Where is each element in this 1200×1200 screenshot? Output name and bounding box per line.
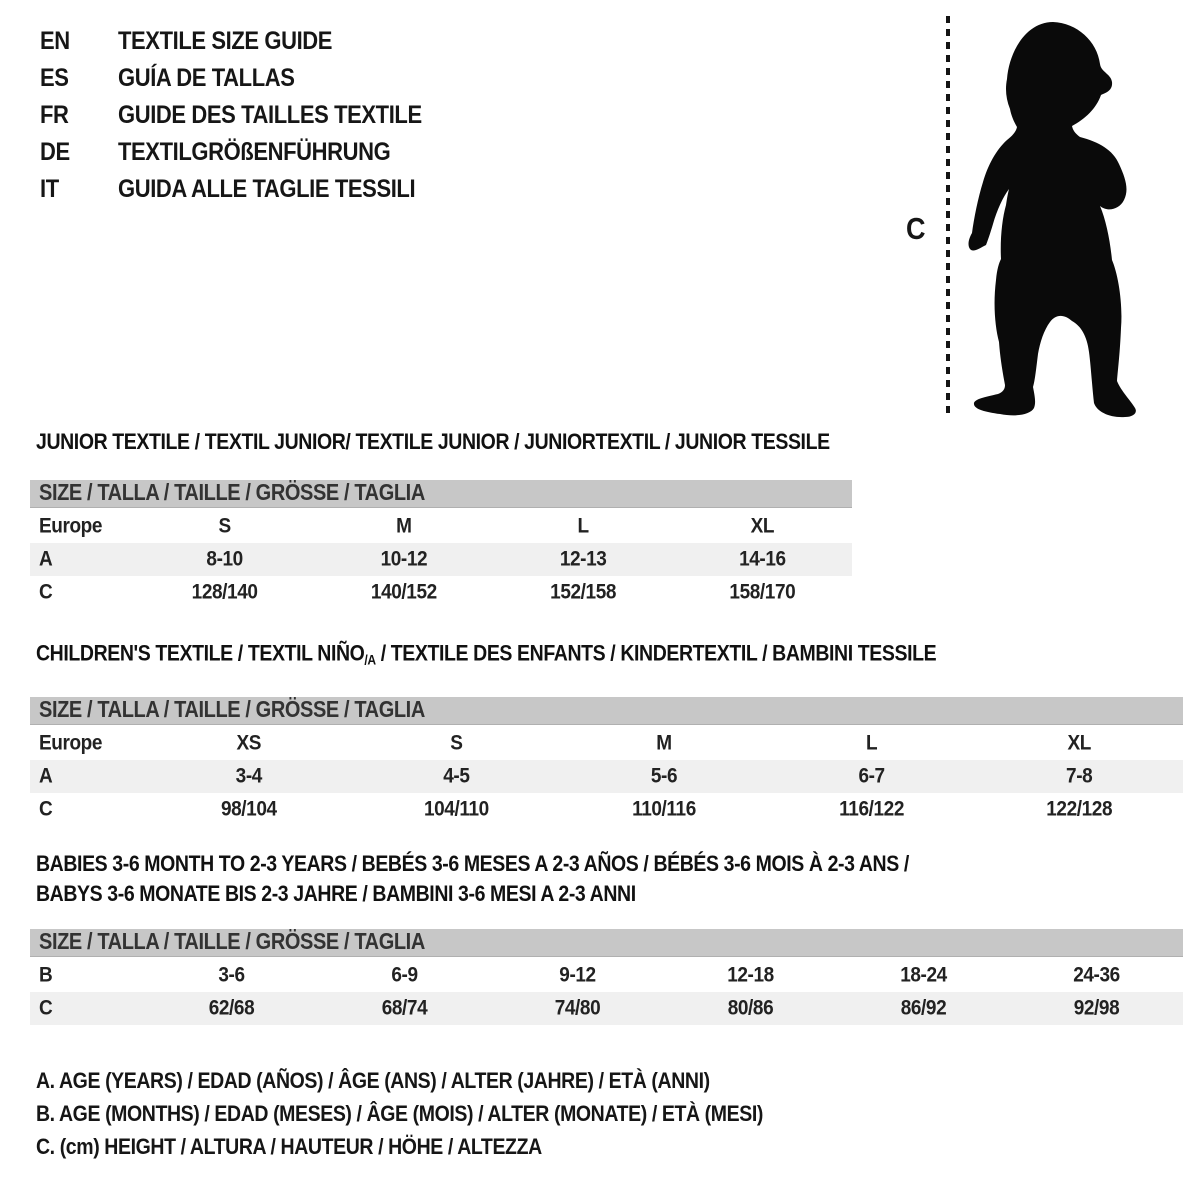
age-value: 4-5: [443, 764, 470, 789]
row-label: Europe: [39, 731, 103, 756]
age-value: 24-36: [1073, 962, 1120, 987]
language-code: EN: [40, 25, 70, 55]
size-value: S: [450, 731, 463, 756]
size-value: M: [396, 513, 412, 538]
height-value: 158/170: [729, 579, 796, 604]
size-header-bar: [30, 929, 1183, 957]
height-value: 86/92: [900, 995, 947, 1020]
age-value: 7-8: [1066, 764, 1093, 789]
height-value: 74/80: [554, 995, 601, 1020]
row-label: C: [39, 797, 53, 822]
age-value: 18-24: [900, 962, 947, 987]
junior-section: [30, 431, 852, 609]
guide-title: GUÍA DE TALLAS: [118, 62, 295, 92]
table-row: [30, 760, 1183, 793]
size-value: L: [865, 731, 878, 756]
language-code: DE: [40, 136, 70, 166]
language-row: [40, 170, 422, 207]
size-value: M: [656, 731, 672, 756]
size-header-label: SIZE / TALLA / TAILLE / GRÖSSE / TAGLIA: [39, 697, 425, 723]
size-header-label: SIZE / TALLA / TAILLE / GRÖSSE / TAGLIA: [39, 480, 425, 506]
age-value: 14-16: [739, 546, 786, 571]
footnote-c: C. (cm) HEIGHT / ALTURA / HAUTEUR / HÖHE / ALTEZZA: [36, 1134, 542, 1160]
language-code: IT: [40, 173, 59, 203]
table-row: [30, 992, 1183, 1025]
table-row: [30, 959, 1183, 992]
junior-section-title: JUNIOR TEXTILE / TEXTIL JUNIOR/ TEXTILE JUNIOR / JUNIORTEXTIL / JUNIOR TESSILE: [36, 429, 830, 455]
height-value: 80/86: [727, 995, 774, 1020]
row-label: A: [39, 546, 53, 571]
table-row: [30, 576, 852, 609]
age-value: 10-12: [380, 546, 428, 571]
row-label: C: [39, 995, 53, 1020]
table-row: [30, 727, 1183, 760]
babies-size-table: [30, 959, 1183, 1025]
row-label: Europe: [39, 513, 103, 538]
table-row: [30, 793, 1183, 826]
height-value: 98/104: [220, 797, 277, 822]
age-value: 5-6: [650, 764, 678, 789]
language-row: [40, 59, 422, 96]
babies-section-title: BABIES 3-6 MONTH TO 2-3 YEARS / BEBÉS 3-6 MESES A 2-3 AÑOS / BÉBÉS 3-6 MOIS À 2-3 ANS / BABYS 3-6 MONATE BIS 2-3 JAHRE / BAMBINI 3-6 MESI A 2-3 ANNI: [36, 851, 909, 907]
height-value: 68/74: [381, 995, 428, 1020]
age-value: 8-10: [206, 546, 243, 571]
junior-size-table: [30, 510, 852, 609]
height-measure-dashed-line: [946, 16, 950, 416]
children-section: [30, 643, 1183, 826]
legend-footnotes: [36, 1070, 763, 1169]
language-row: [40, 22, 422, 59]
age-value: 3-6: [218, 962, 245, 987]
height-value: 116/122: [839, 797, 904, 822]
row-label: B: [39, 962, 53, 987]
size-value: S: [218, 513, 231, 538]
height-value: 152/158: [550, 579, 617, 604]
size-header-label: SIZE / TALLA / TAILLE / GRÖSSE / TAGLIA: [39, 929, 425, 955]
height-value: 140/152: [370, 579, 437, 604]
language-code: ES: [40, 62, 69, 92]
guide-title: TEXTILGRÖßENFÜHRUNG: [118, 136, 391, 166]
height-value: 122/128: [1046, 797, 1113, 822]
size-value: XL: [750, 513, 775, 538]
size-header-bar: [30, 480, 852, 508]
size-value: L: [577, 513, 589, 538]
guide-title: GUIDA ALLE TAGLIE TESSILI: [118, 173, 416, 203]
height-value: 92/98: [1073, 995, 1120, 1020]
table-row: [30, 543, 852, 576]
age-value: 3-4: [235, 764, 262, 789]
size-header-bar: [30, 697, 1183, 725]
toddler-silhouette: [960, 12, 1142, 422]
row-label: A: [39, 764, 53, 789]
height-value: 110/116: [632, 797, 696, 822]
guide-title: GUIDE DES TAILLES TEXTILE: [118, 99, 422, 129]
footnote-a: A. AGE (YEARS) / EDAD (AÑOS) / ÂGE (ANS) / ALTER (JAHRE) / ETÀ (ANNI): [36, 1068, 710, 1094]
size-value: XL: [1067, 731, 1091, 756]
height-value: 104/110: [423, 797, 489, 822]
footnote-b: B. AGE (MONTHS) / EDAD (MESES) / ÂGE (MOIS) / ALTER (MONATE) / ETÀ (MESI): [36, 1101, 763, 1127]
row-label: C: [39, 579, 53, 604]
guide-title: TEXTILE SIZE GUIDE: [118, 25, 333, 55]
age-value: 12-18: [727, 962, 774, 987]
height-value: 128/140: [191, 579, 258, 604]
table-row: [30, 510, 852, 543]
children-size-table: [30, 727, 1183, 826]
children-section-title: CHILDREN'S TEXTILE / TEXTIL $NIÑO_{/A}$ / TEXTILE DES ENFANTS / KINDERTEXTIL / BAMBINI TESSILE: [36, 641, 937, 668]
language-code: FR: [40, 99, 69, 129]
height-value: 62/68: [208, 995, 255, 1020]
age-value: 9-12: [559, 962, 596, 987]
size-value: XS: [236, 731, 262, 756]
language-row: [40, 96, 422, 133]
babies-section: [30, 849, 1183, 1025]
language-title-list: [40, 22, 422, 207]
language-row: [40, 133, 422, 170]
age-value: 6-9: [391, 962, 418, 987]
age-value: 6-7: [858, 764, 885, 789]
age-value: 12-13: [559, 546, 607, 571]
height-measure-label: C: [906, 211, 926, 247]
